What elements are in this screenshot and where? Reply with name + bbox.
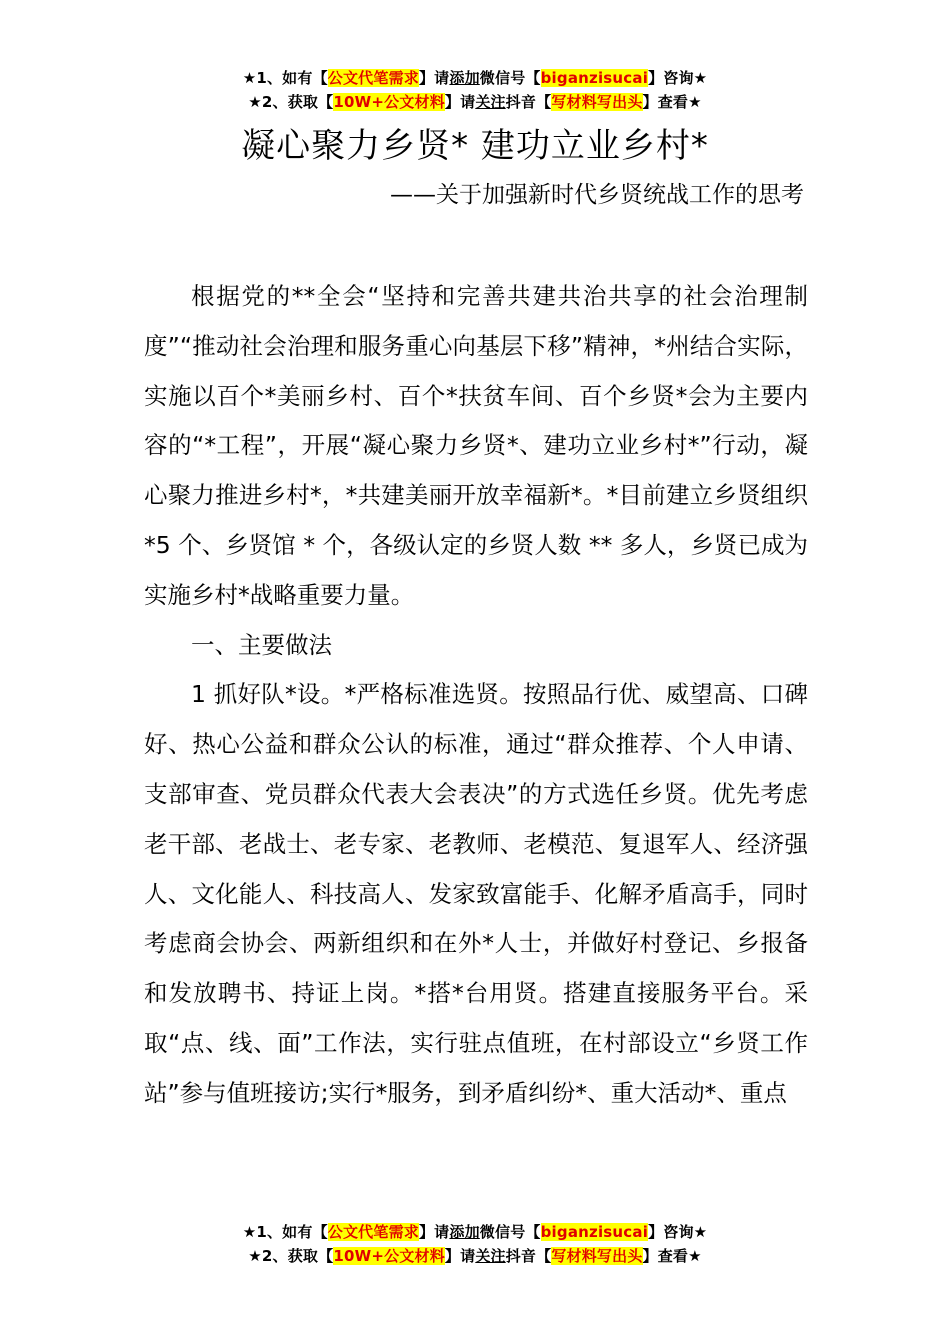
wechat-id-highlight: biganzisucai <box>540 1223 649 1241</box>
douyin-id-highlight: 写材料写出头 <box>551 93 643 111</box>
promo-text: 】请 <box>418 1223 450 1241</box>
promo-text: 抖音【 <box>505 1247 552 1265</box>
top-promo-banner <box>0 66 950 114</box>
promo-line-2 <box>0 90 950 114</box>
promo-highlight: 公文代笔需求 <box>327 69 419 87</box>
promo-line-1 <box>0 1220 950 1244</box>
promo-text: 】查看★ <box>642 1247 702 1265</box>
promo-underlined-text: 关注 <box>475 1247 506 1265</box>
promo-text: 】请 <box>444 1247 476 1265</box>
promo-text: 微信号【 <box>479 69 541 87</box>
promo-highlight: 公文代笔需求 <box>327 1223 419 1241</box>
document-title: 凝心聚力乡贤* 建功立业乡村* <box>241 126 709 166</box>
promo-underlined-text: 关注 <box>475 93 506 111</box>
promo-text: 】查看★ <box>642 93 702 111</box>
promo-text: 】咨询★ <box>648 1223 708 1241</box>
promo-underlined-text: 添加 <box>449 69 480 87</box>
body-paragraph: 根据党的**全会“坚持和完善共建共治共享的社会治理制度”“推动社会治理和服务重心向基层下移”精神，*州结合实际，实施以百个*美丽乡村、百个*扶贫车间、百个乡贤*会为主要内容的“*工程”，开展“凝心聚力乡贤*、建功立业乡村*”行动，凝心聚力推进乡村*，*共建美丽开放幸福新*。*目前建立乡贤组织 *5 个、乡贤馆 * 个，各级认定的乡贤人数 ** 多人，乡贤已成为实施乡村*战略重要力量。 <box>144 282 808 609</box>
promo-highlight: 10W+公文材料 <box>333 93 445 111</box>
promo-underlined-text: 添加 <box>449 1223 480 1241</box>
promo-text: 】请 <box>418 69 450 87</box>
document-body <box>144 272 808 1119</box>
promo-text: ★1、如有【 <box>242 69 328 87</box>
douyin-id-highlight: 写材料写出头 <box>551 1247 643 1265</box>
bottom-promo-banner <box>0 1220 950 1268</box>
promo-text: 】咨询★ <box>648 69 708 87</box>
section-heading: 一、主要做法 <box>191 630 332 659</box>
promo-text: ★1、如有【 <box>242 1223 328 1241</box>
document-subtitle: ——关于加强新时代乡贤统战工作的思考 <box>390 182 804 208</box>
promo-highlight: 10W+公文材料 <box>333 1247 445 1265</box>
promo-text: 】请 <box>444 93 476 111</box>
promo-text: 抖音【 <box>505 93 552 111</box>
body-paragraph: 1 抓好队*设。*严格标准选贤。按照品行优、威望高、口碑好、热心公益和群众公认的标准，通过“群众推荐、个人申请、支部审查、党员群众代表大会表决”的方式选任乡贤。优先考虑老干部、老战士、老专家、老教师、老模范、复退军人、经济强人、文化能人、科技高人、发家致富能手、化解矛盾高手，同时考虑商会协会、两新组织和在外*人士，并做好村登记、乡报备和发放聘书、持证上岗。*搭*台用贤。搭建直接服务平台。采取“点、线、面”工作法，实行驻点值班，在村部设立“乡贤工作站”参与值班接访;实行*服务，到矛盾纠纷*、重大活动*、重点 <box>144 680 808 1107</box>
promo-text: 微信号【 <box>479 1223 541 1241</box>
promo-text: ★2、获取【 <box>248 1247 334 1265</box>
promo-line-2 <box>0 1244 950 1268</box>
promo-line-1 <box>0 66 950 90</box>
promo-text: ★2、获取【 <box>248 93 334 111</box>
wechat-id-highlight: biganzisucai <box>540 69 649 87</box>
